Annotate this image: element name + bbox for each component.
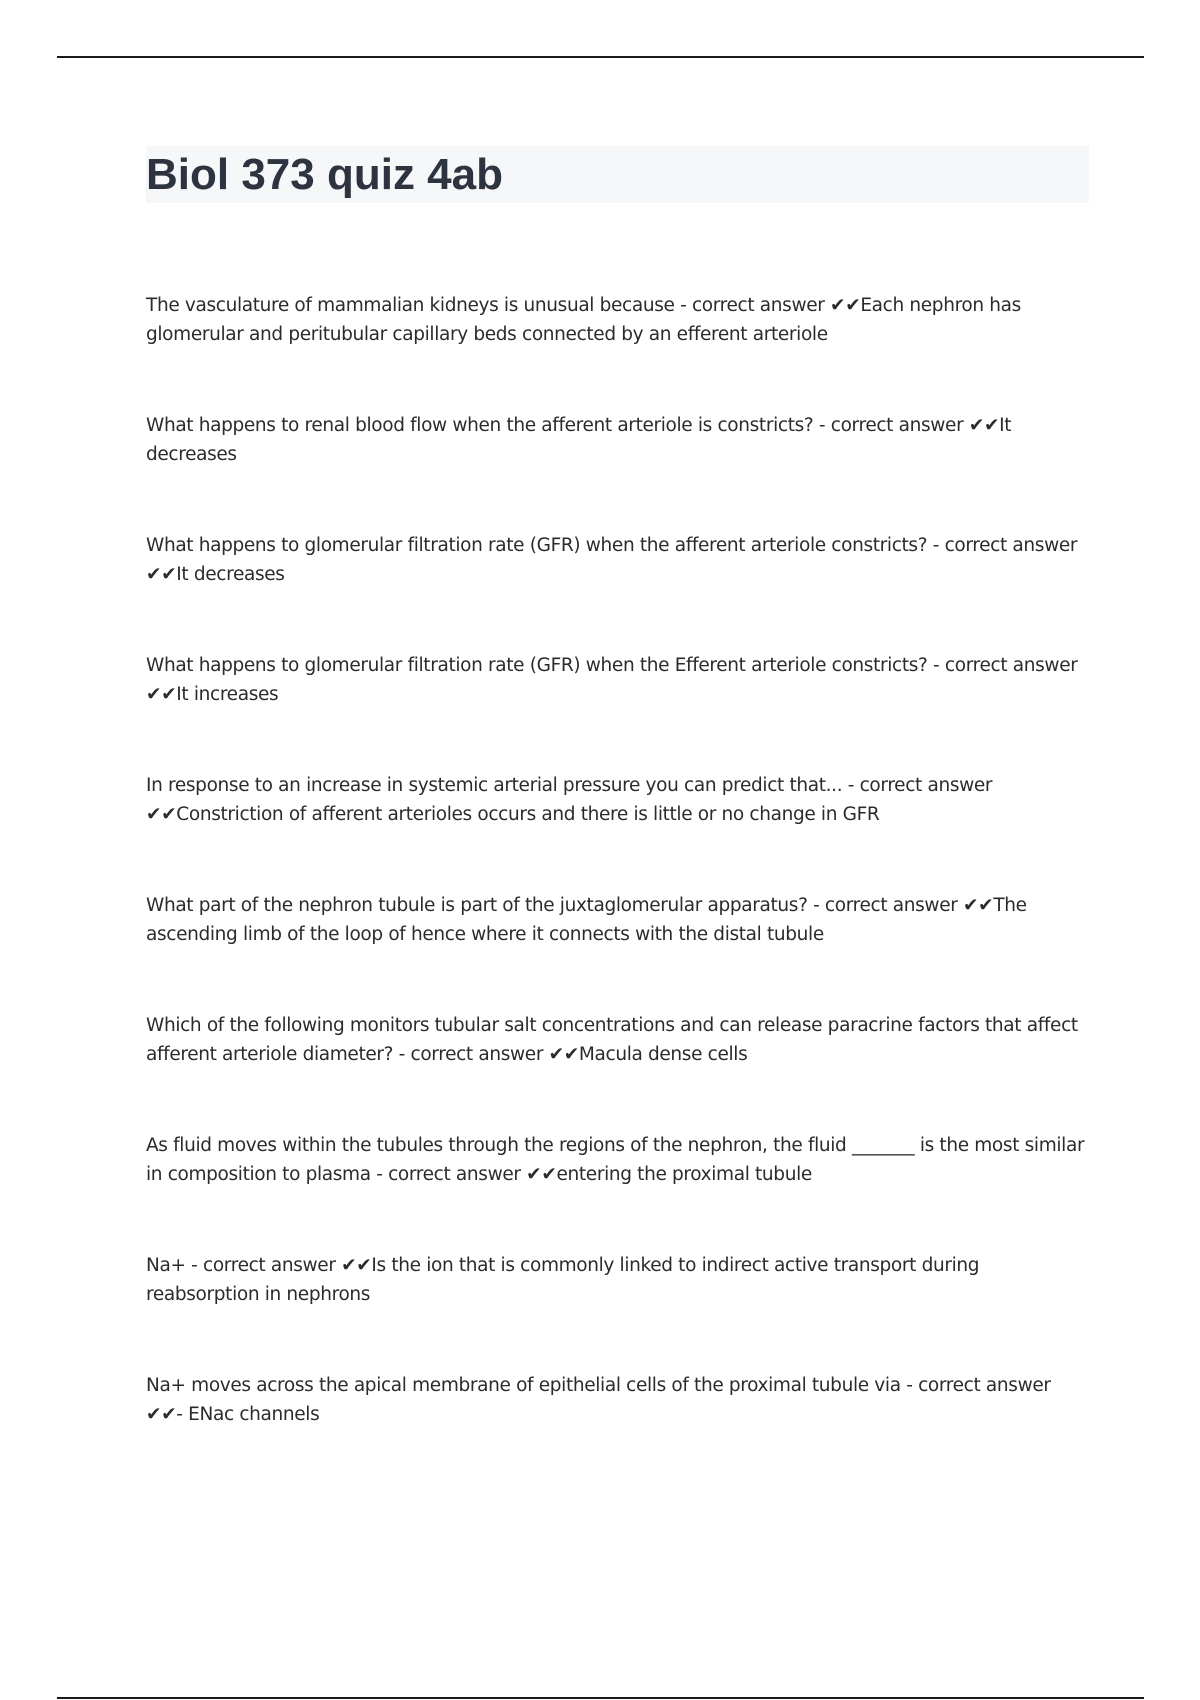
qa-item-6: What part of the nephron tubule is part of the juxtaglomerular apparatus? - correct answer ✔✔The ascending limb of the loop of hence where it connects with the distal tubule [146,895,1027,945]
page-title: Biol 373 quiz 4ab [146,150,503,199]
qa-item-8: As fluid moves within the tubules through the regions of the nephron, the fluid _______ is the most similar in composition to plasma - correct answer ✔✔entering the proximal tubule [146,1135,1085,1185]
qa-item-3: What happens to glomerular filtration rate (GFR) when the afferent arteriole constricts? - correct answer ✔✔It decreases [146,535,1078,585]
bottom-rule [57,1697,1144,1699]
top-rule [57,56,1144,58]
qa-item-4: What happens to glomerular filtration rate (GFR) when the Efferent arteriole constricts? - correct answer ✔✔It increases [146,655,1078,705]
qa-item-2: What happens to renal blood flow when the afferent arteriole is constricts? - correct answer ✔✔It decreases [146,415,1012,465]
qa-item-10: Na+ moves across the apical membrane of epithelial cells of the proximal tubule via - correct answer ✔✔- ENac channels [146,1375,1051,1425]
qa-item-9: Na+ - correct answer ✔✔Is the ion that is commonly linked to indirect active transport during reabsorption in nephrons [146,1255,980,1305]
qa-item-5: In response to an increase in systemic arterial pressure you can predict that... - correct answer ✔✔Constriction of afferent arterioles occurs and there is little or no change in GFR [146,775,993,825]
qa-item-7: Which of the following monitors tubular salt concentrations and can release paracrine factors that affect afferent arteriole diameter? - correct answer ✔✔Macula dense cells [146,1015,1078,1065]
qa-item-1: The vasculature of mammalian kidneys is unusual because - correct answer ✔✔Each nephron has glomerular and peritubular capillary beds connected by an efferent arteriole [146,295,1021,345]
